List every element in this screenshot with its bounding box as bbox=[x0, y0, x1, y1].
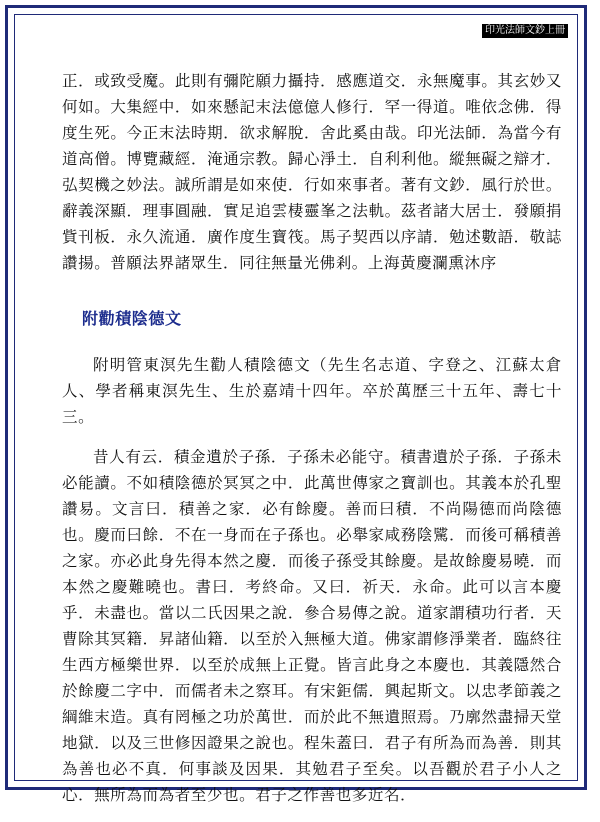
preface-paragraph: 正．或致受魔。此則有彌陀願力攝持．感應道交．永無魔事。其玄妙又何如。大集經中．如來懸記末法億億人修行．罕一得道。唯依念佛．得度生死。今正末法時期．欲求解脫．舍此奚由哉。印光法師．為當今有道高僧。博覽藏經．淹通宗教。歸心淨土．自利利他。縱無礙之辯才．弘契機之妙法。誠所謂是如來使．行如來事者。著有文鈔．風行於世。辭義深顯．理事圓融．實足追雲棲靈峯之法軌。茲者諸大居士．發願捐貲刊板．永久流通．廣作度生寶筏。馬子契西以序請．勉述數語．敬誌讚揚。普願法界諸眾生．同往無量光佛剎。上海黃慶瀾熏沐序 bbox=[62, 72, 562, 272]
section-heading: 附勸積陰德文 bbox=[82, 309, 182, 328]
document-body bbox=[62, 68, 562, 822]
body-paragraph: 昔人有云．積金遺於子孫．子孫未必能守。積書遺於子孫．子孫未必能讀。不如積陰德於冥冥之中．此萬世傳家之寶訓也。其義本於孔聖讚易。文言曰．積善之家．必有餘慶。善而曰積．不尚陽德而尚陰德也。慶而曰餘．不在一身而在子孫也。必舉家咸務陰騭．而後可稱積善之家。亦必此身先得本然之慶．而後子孫受其餘慶。是故餘慶易曉．而本然之慶難曉也。書曰．考終命。又曰．祈天．永命。此可以言本慶乎．未盡也。當以二氏因果之說．參合易傳之說。道家謂積功行者．天曹除其冥籍．昇諸仙籍．以至於入無極大道。佛家謂修淨業者．臨終往生西方極樂世界．以至於成無上正覺。皆言此身之本慶也．其義隱然合於餘慶二字中．而儒者未之察耳。有宋鉅儒．興起斯文。以忠孝節義之綱維末造。真有罔極之功於萬世．而於此不無遺照焉。乃廓然盡掃天堂地獄．以及三世修因證果之說也。程朱蓋曰．君子有所為而為善．則其為善也必不真．何事談及因果．其勉君子至矣。以吾觀於君子小人之心．無所為而為者至少也。君子之作善也多近名． bbox=[62, 448, 562, 804]
intro-paragraph: 附明管東溟先生勸人積陰德文（先生名志道、字登之、江蘇太倉人、學者稱東溟先生、生於嘉靖十四年。卒於萬歷三十五年、壽七十三。 bbox=[62, 356, 562, 426]
book-title-label: 印光法師文鈔上冊 bbox=[482, 24, 568, 38]
